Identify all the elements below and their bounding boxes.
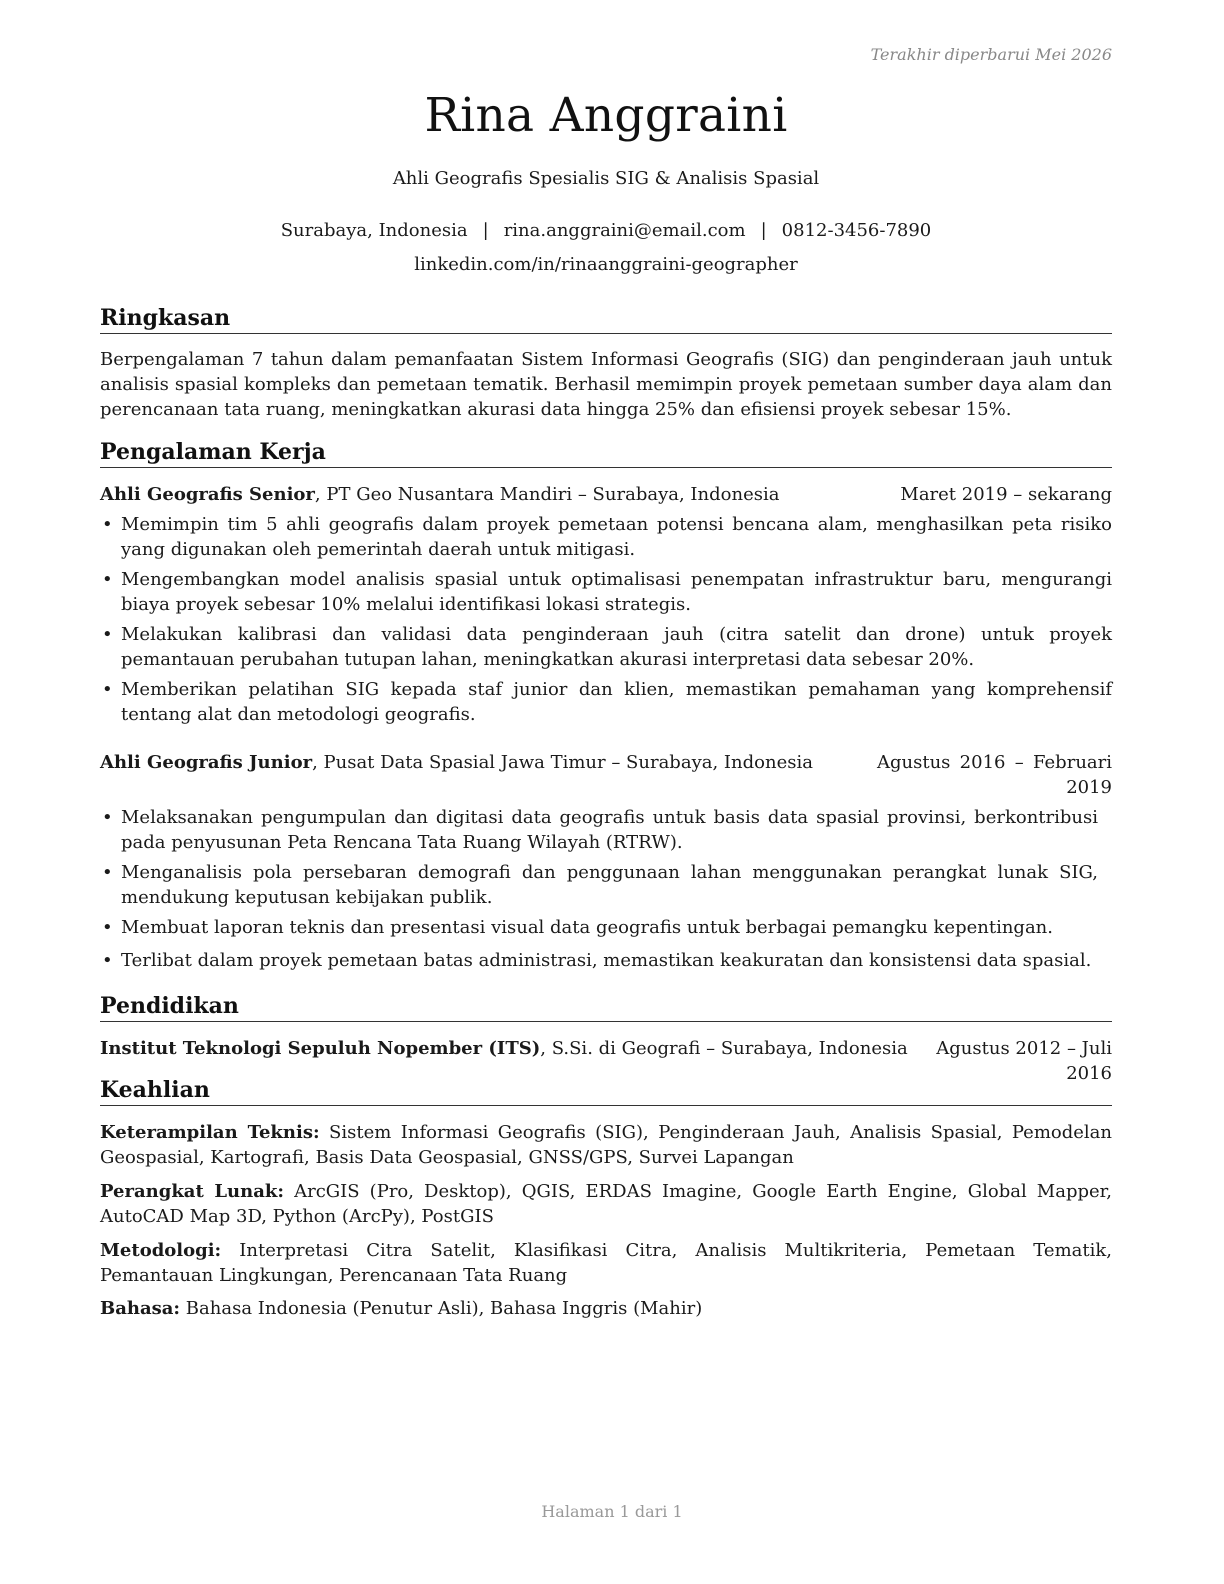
education-school: Institut Teknologi Sepuluh Nopember (ITS) [100,1038,541,1059]
list-item: • Membuat laporan teknis dan presentasi visual data geografis untuk berbagai pemangku kepentingan. [100,915,1098,940]
list-item: • Terlibat dalam proyek pemetaan batas administrasi, memastikan keakuratan dan konsistensi data spasial. [100,948,1098,973]
job-role: Ahli Geografis Senior [100,484,315,505]
skill-label: Perangkat Lunak: [100,1181,285,1202]
page-number: Halaman 1 dari 1 [541,1502,683,1521]
skill-label: Metodologi: [100,1240,222,1261]
skill-value: Bahasa Indonesia (Penutur Asli), Bahasa Inggris (Mahir) [180,1298,703,1319]
job-org: , Pusat Data Spasial Jawa Timur – Surabaya, Indonesia [312,752,813,773]
job-header [100,750,1112,800]
contact-email[interactable]: rina.anggraini@email.com [503,220,746,241]
contact-line [100,220,1112,241]
job-title-line [100,750,813,800]
skill-line [100,1238,1112,1288]
education-dates: Agustus 2012 – Juli 2016 [936,1038,1112,1084]
section-title-education: Pendidikan [100,993,1112,1022]
list-item: • Memimpin tim 5 ahli geografis dalam proyek pemetaan potensi bencana alam, menghasilkan peta risiko yang digunakan oleh pemerintah daerah untuk mitigasi. [100,512,1112,562]
contact-separator: | [482,220,489,241]
list-item: • Melaksanakan pengumpulan dan digitasi data geografis untuk basis data spasial provinsi, berkontribusi pada penyusunan Peta Rencana Tata Ruang Wilayah (RTRW). [100,805,1098,855]
job-role: Ahli Geografis Junior [100,752,313,773]
education-detail: , S.Si. di Geografi – Surabaya, Indonesia [540,1038,908,1059]
contact-location: Surabaya, Indonesia [280,220,468,241]
candidate-headline: Ahli Geografis Spesialis SIG & Analisis Spasial [392,168,820,189]
skill-label: Keterampilan Teknis: [100,1122,320,1143]
section-title-skills: Keahlian [100,1077,1112,1106]
job-header [100,482,1112,507]
contact-separator: | [760,220,767,241]
job-dates: Agustus 2016 – Februari 2019 [877,752,1112,798]
skill-line [100,1120,1112,1170]
last-updated-note: Terakhir diperbarui Mei 2026 [870,45,1112,64]
candidate-name: Rina Anggraini [424,88,788,143]
list-item: • Melakukan kalibrasi dan validasi data penginderaan jauh (citra satelit dan drone) untuk proyek pemantauan perubahan tutupan lahan, meningkatkan akurasi interpretasi data sebesar 20%. [100,622,1112,672]
section-title-experience: Pengalaman Kerja [100,439,1112,468]
skill-line [100,1179,1112,1229]
section-title-summary: Ringkasan [100,305,1112,334]
summary-text: Berpengalaman 7 tahun dalam pemanfaatan Sistem Informasi Geografis (SIG) dan penginderaan jauh untuk analisis spasial kompleks dan pemetaan tematik. Berhasil memimpin proyek pemetaan sumber daya alam dan perencanaan tata ruang, meningkatkan akurasi data hingga 25% dan efisiensi proyek sebesar 15%. [100,349,1112,420]
skill-line [100,1296,1112,1321]
contact-phone: 0812-3456-7890 [781,220,932,241]
job-dates: Maret 2019 – sekarang [900,484,1112,505]
contact-linkedin[interactable]: linkedin.com/in/rinaanggraini-geographer [414,254,798,275]
job-bullets [100,512,1112,732]
job-bullets [100,805,1098,978]
skill-value: ArcGIS (Pro, Desktop), QGIS, ERDAS Imagine, Google Earth Engine, Global Mapper, AutoCAD Map 3D, Python (ArcPy), PostGIS [100,1181,1112,1227]
job-title-line [100,482,779,507]
skill-value: Interpretasi Citra Satelit, Klasifikasi Citra, Analisis Multikriteria, Pemetaan Tematik, Pemantauan Lingkungan, Perencanaan Tata Ruang [100,1240,1112,1286]
list-item: • Mengembangkan model analisis spasial untuk optimalisasi penempatan infrastruktur baru, mengurangi biaya proyek sebesar 10% melalui identifikasi lokasi strategis. [100,567,1112,617]
list-item: • Menganalisis pola persebaran demografi dan penggunaan lahan menggunakan perangkat lunak SIG, mendukung keputusan kebijakan publik. [100,860,1098,910]
job-org: , PT Geo Nusantara Mandiri – Surabaya, Indonesia [314,484,780,505]
skill-value: Sistem Informasi Geografis (SIG), Penginderaan Jauh, Analisis Spasial, Pemodelan Geospasial, Kartografi, Basis Data Geospasial, GNSS/GPS, Survei Lapangan [100,1122,1112,1168]
skill-label: Bahasa: [100,1298,181,1319]
list-item: • Memberikan pelatihan SIG kepada staf junior dan klien, memastikan pemahaman yang komprehensif tentang alat dan metodologi geografis. [100,677,1112,727]
